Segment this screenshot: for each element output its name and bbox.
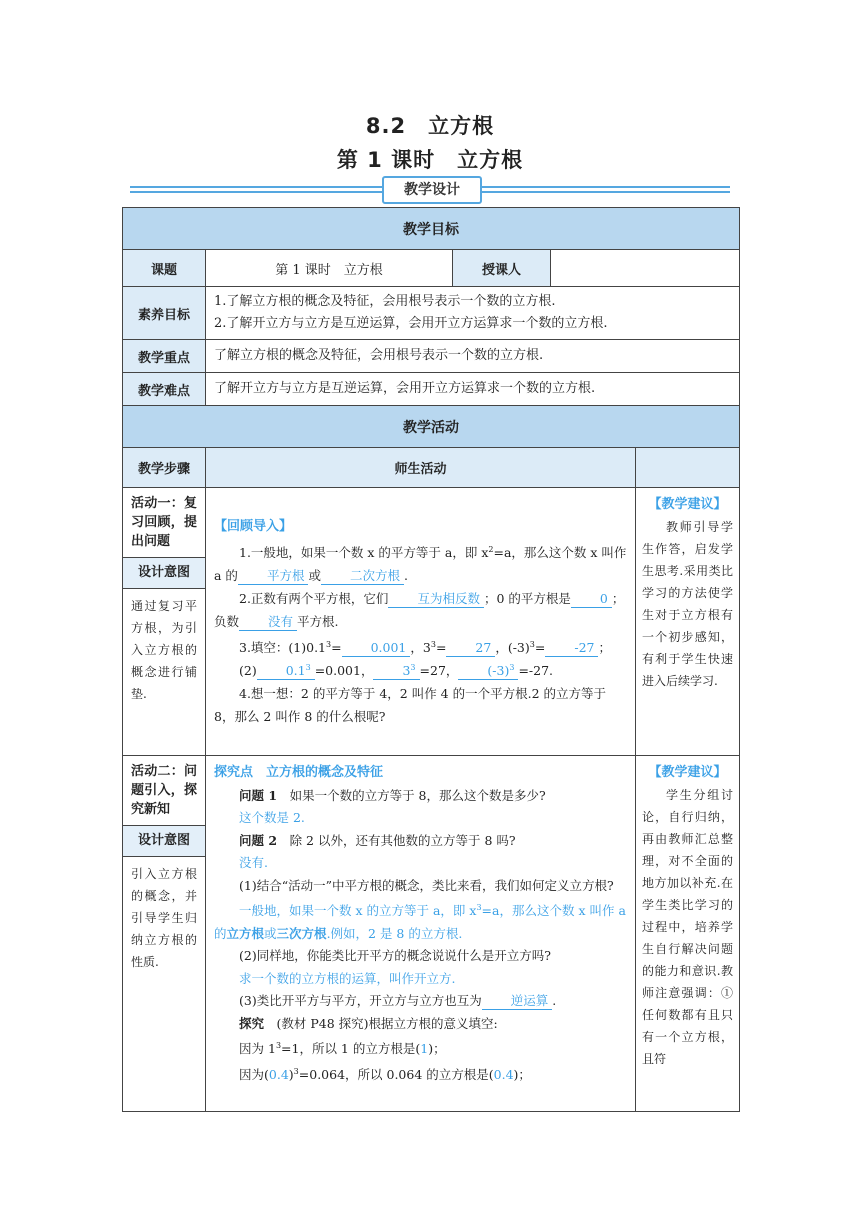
prompt-1: (1)结合“活动一”中平方根的概念，类比来看，我们如何定义立方根? (239, 877, 614, 893)
activity1-design-label: 设计意图 (123, 557, 205, 589)
activity1-content (206, 488, 636, 756)
teacher-value (551, 250, 740, 287)
activity2-note-heading: 【教学建议】 (648, 765, 727, 780)
goals-header: 教学目标 (123, 208, 740, 250)
answer-4: 求一个数的立方根的运算，叫作开立方. (239, 970, 456, 986)
key-label: 教学重点 (123, 340, 206, 373)
activity-label: 师生活动 (206, 448, 636, 488)
question-1: 问题 1 如果一个数的立方等于 8，那么这个数是多少? (239, 787, 546, 803)
literacy-goals (206, 287, 740, 340)
key-value: 了解立方根的概念及特征，会用根号表示一个数的立方根. (206, 340, 740, 373)
literacy-label: 素养目标 (123, 287, 206, 340)
activity1-line5: 4.想一想：2 的平方等于 4，2 叫作 4 的一个平方根.2 的立方等于 8，那么 2 叫作 8 的什么根呢? (214, 686, 607, 725)
lesson-title: 8.2 立方根 (365, 114, 495, 138)
explore-line: 探究 (教材 P48 探究)根据立方根的意义填空: (239, 1015, 498, 1031)
lesson-subtitle: 第 1 课时 立方根 (336, 148, 524, 172)
answer-2: 没有. (239, 855, 268, 870)
question-2: 问题 2 除 2 以外，还有其他数的立方等于 8 吗? (239, 832, 516, 848)
activity1-line4: (2) $0.1^3 =0.001$， $3^3 =27$， $(-3)^3 =-27$. (214, 659, 627, 682)
difficulty-value: 了解开立方与立方是互逆运算，会用开立方运算求一个数的立方根. (206, 373, 740, 406)
section-banner (130, 176, 730, 202)
answer-3: 一般地，如果一个数 x 的立方等于 a，即 $x^3=a$，那么这个数 x 叫作 a 的立方根或三次方根.例如，2 是 8 的立方根. (214, 903, 626, 941)
topic-value: 第 1 课时 立方根 (206, 250, 453, 287)
activity-header: 教学活动 (123, 406, 740, 448)
activity2-design-label: 设计意图 (123, 825, 205, 857)
answer-1: 这个数是 2. (239, 810, 305, 825)
activity1-step: 活动一：复习回顾，提出问题 (131, 496, 197, 549)
activity2-design-text: 引入立方根的概念，并引导学生归纳立方根的性质. (131, 867, 197, 969)
explore-1: 因为 $1^3=1$，所以 1 的立方根是(1)； (239, 1041, 446, 1057)
activity1-note-heading: 【教学建议】 (648, 497, 727, 512)
activity2-note-text: 学生分组讨论，自行归纳，再由教师汇总整理，对不全面的地方加以补充.在学生类比学习的过程中，培养学生自行解决问题的能力和意识.教师注意强调：①任何数都有且只有一个立方根，且符 (642, 788, 734, 1066)
literacy-goal-2: 2.了解开立方与立方是互逆运算，会用开立方运算求一个数的立方根. (214, 316, 608, 331)
activity2-left (123, 756, 206, 1112)
topic-label: 课题 (123, 250, 206, 287)
activity1-line2: 2.正数有两个平方根，它们 互为相反数 ；0 的平方根是 0 ；负数 没有 平方根. (214, 590, 625, 629)
activity1-heading: 【回顾导入】 (214, 518, 293, 534)
difficulty-label: 教学难点 (123, 373, 206, 406)
activity1-design-text: 通过复习平方根，为引入立方根的概念进行铺垫. (131, 599, 197, 701)
prompt-2: (2)同样地，你能类比开平方的概念说说什么是开立方吗? (239, 948, 551, 964)
activity1-line1: 1.一般地，如果一个数 x 的平方等于 a，即 $x^2=a$，那么这个数 x 叫作 a 的 平方根 或 二次方根 . (214, 544, 627, 583)
activity1-left (123, 488, 206, 756)
literacy-goal-1: 1.了解立方根的概念及特征，会用根号表示一个数的立方根. (214, 294, 556, 309)
explore-2: 因为$(0.4)^3=0.064$，所以 0.064 的立方根是(0.4)； (239, 1066, 531, 1082)
activity2-note (636, 756, 740, 1112)
notes-label (636, 448, 740, 488)
activity2-step: 活动二：问题引入，探究新知 (131, 764, 197, 817)
activity2-heading: 探究点 立方根的概念及特征 (214, 765, 384, 780)
steps-label: 教学步骤 (123, 448, 206, 488)
activity1-note-text: 教师引导学生作答，启发学生思考.采用类比学习的方法使学生对于立方根有一个初步感知，有利于学生快速进入后续学习. (642, 520, 734, 688)
lesson-plan-table (122, 207, 740, 1112)
activity2-content (206, 756, 636, 1112)
prompt-3: (3)类比开平方与平方，开立方与立方也互为 逆运算 . (239, 993, 557, 1009)
activity1-note (636, 488, 740, 756)
teacher-label: 授课人 (453, 250, 551, 287)
activity1-line3: 3.填空：$(1)0.1^3= 0.001$ ，$3^3= 27$ ，$(-3)^3= -27$ ； (239, 639, 611, 656)
banner-label: 教学设计 (382, 176, 482, 204)
